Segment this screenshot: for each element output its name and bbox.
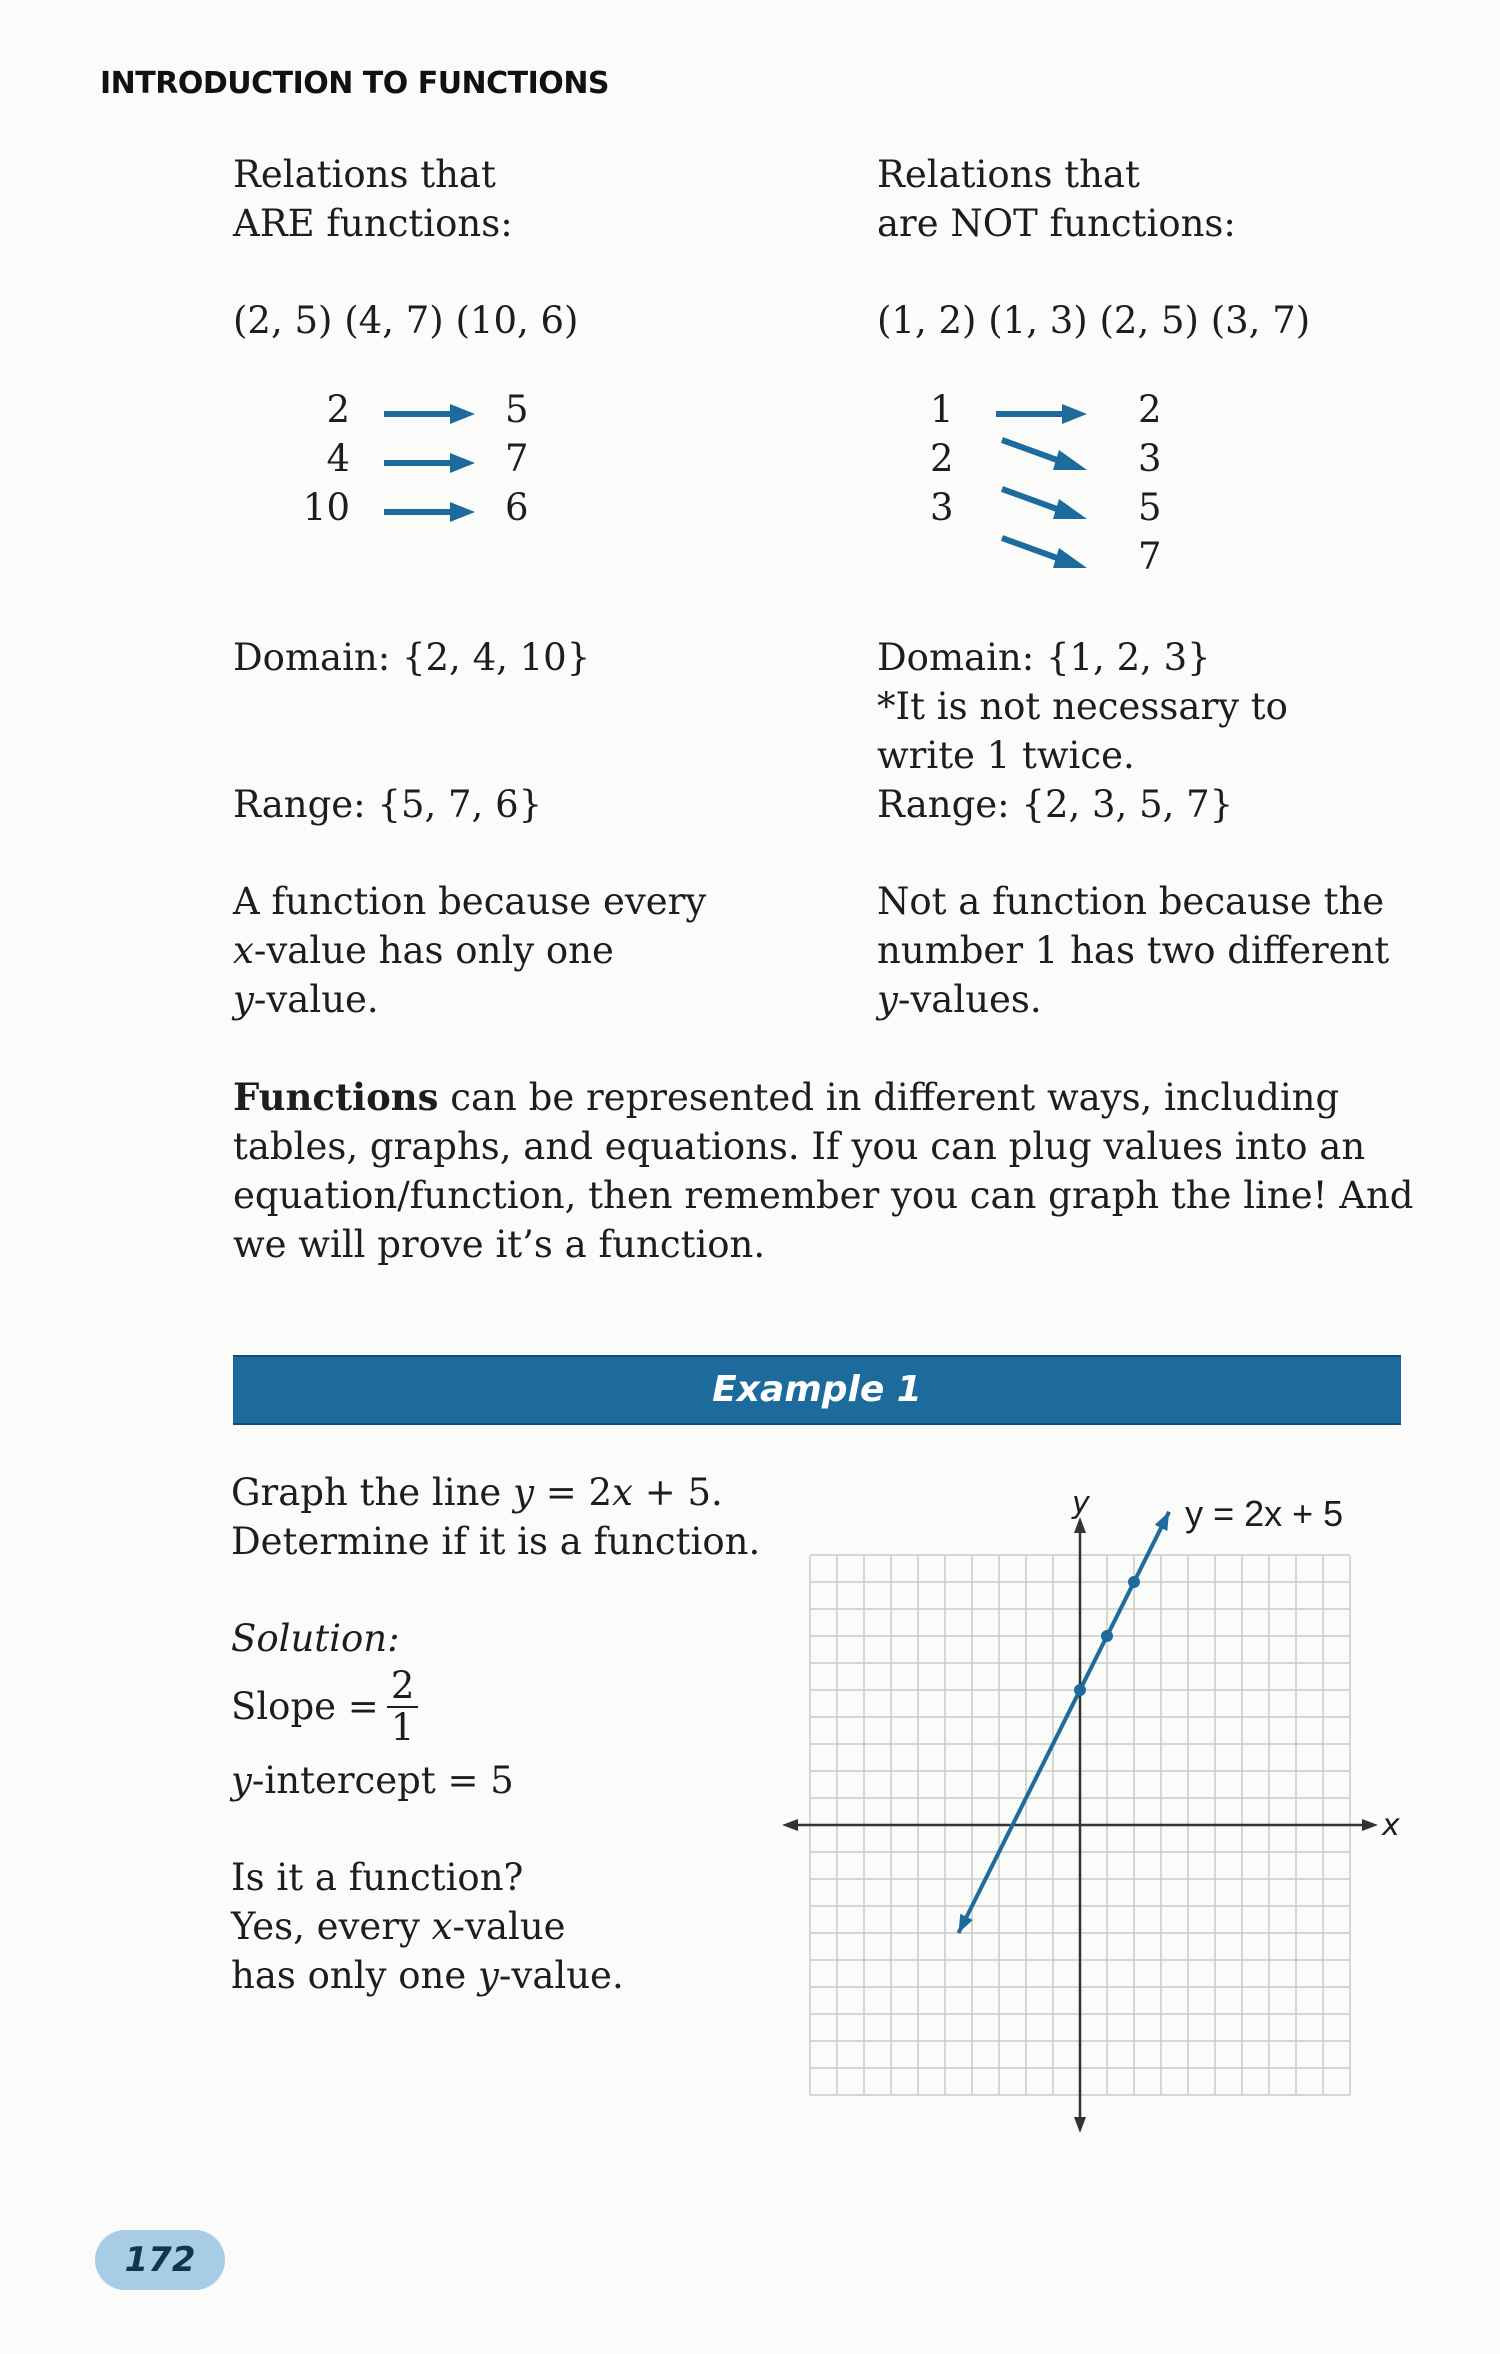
intercept-line: y-intercept = 5	[231, 1759, 514, 1802]
right-map-y-1: 3	[1138, 437, 1162, 480]
example-prompt	[231, 1468, 760, 1566]
left-heading	[233, 150, 513, 248]
right-pairs: (1, 2) (1, 3) (2, 5) (3, 7)	[877, 299, 1311, 342]
data-point	[1101, 1630, 1113, 1642]
y-axis-arrow-down	[1074, 2117, 1086, 2133]
page-number-badge: 172	[95, 2230, 225, 2290]
left-pairs: (2, 5) (4, 7) (10, 6)	[233, 299, 579, 342]
left-domain: Domain: {2, 4, 10}	[233, 636, 591, 679]
right-map-y-2: 5	[1138, 486, 1162, 529]
slope-numerator: 2	[387, 1666, 419, 1708]
right-explanation-line2: number 1 has two different	[877, 929, 1390, 972]
arrow-icon	[996, 404, 1087, 424]
answer-line1: Yes, every x-value	[231, 1905, 566, 1948]
left-explanation-line3: y-value.	[233, 978, 379, 1021]
example-prompt-line1: Graph the line y = 2x + 5.	[231, 1471, 723, 1514]
left-explanation-line2: x-value has only one	[233, 929, 614, 972]
arrow-icon	[1002, 440, 1087, 470]
right-map-x-2: 3	[930, 486, 954, 529]
data-point	[1128, 1576, 1140, 1588]
right-note-line2: write 1 twice.	[877, 734, 1135, 777]
right-map-y-0: 2	[1138, 388, 1162, 431]
left-explanation	[233, 877, 706, 1024]
paragraph-line2: tables, graphs, and equations. If you can plug values into an	[233, 1125, 1366, 1168]
example-title-bar: Example 1	[233, 1355, 1401, 1425]
left-explanation-line1: A function because every	[233, 880, 707, 923]
left-heading-line2: ARE functions:	[233, 202, 513, 245]
right-mapping-arrows	[990, 388, 1100, 588]
left-map-y-2: 6	[505, 486, 529, 529]
right-explanation-line1: Not a function because the	[877, 880, 1385, 923]
left-mapping-diagram	[300, 388, 540, 548]
arrow-icon	[1002, 489, 1087, 519]
arrow-icon	[384, 502, 475, 522]
right-note-line1: *It is not necessary to	[877, 685, 1288, 728]
right-explanation	[877, 877, 1389, 1024]
left-map-x-1: 4	[326, 437, 350, 480]
left-range: Range: {5, 7, 6}	[233, 783, 543, 826]
right-explanation-line3: y-values.	[877, 978, 1042, 1021]
function-answer	[231, 1853, 624, 2000]
left-heading-line1: Relations that	[233, 153, 496, 196]
right-heading-line2: are NOT functions:	[877, 202, 1236, 245]
answer-line2: has only one y-value.	[231, 1954, 624, 1997]
line-arrow-down-icon	[959, 1914, 973, 1933]
left-map-y-1: 7	[505, 437, 529, 480]
functions-paragraph	[233, 1073, 1413, 1269]
slope-label: Slope =	[231, 1685, 379, 1728]
data-point	[1074, 1684, 1086, 1696]
line-graph	[770, 1480, 1410, 2140]
slope-line	[231, 1666, 418, 1748]
page-header-title: INTRODUCTION TO FUNCTIONS	[100, 66, 610, 101]
right-range: Range: {2, 3, 5, 7}	[877, 783, 1234, 826]
graph-line-layer	[959, 1512, 1170, 1933]
x-axis-label: x	[1382, 1808, 1400, 1843]
paragraph-line1: Functions can be represented in different ways, including	[233, 1075, 1340, 1119]
paragraph-line3: equation/function, then remember you can graph the line! And	[233, 1174, 1414, 1217]
arrow-icon	[384, 404, 475, 424]
line-equation-label: y = 2x + 5	[1185, 1492, 1344, 1534]
slope-denominator: 1	[390, 1706, 415, 1749]
right-domain: Domain: {1, 2, 3}	[877, 636, 1211, 679]
right-map-y-3: 7	[1138, 535, 1162, 578]
left-map-y-0: 5	[505, 388, 529, 431]
slope-fraction	[387, 1666, 419, 1748]
right-map-x-1: 2	[930, 437, 954, 480]
left-map-x-2: 10	[302, 486, 350, 529]
left-mapping-arrows	[380, 388, 480, 548]
x-axis-arrow-left	[782, 1819, 798, 1831]
arrow-icon	[384, 453, 475, 473]
right-domain-block	[877, 633, 1288, 829]
right-map-x-0: 1	[930, 388, 954, 431]
arrow-icon	[1002, 538, 1087, 568]
example-prompt-line2: Determine if it is a function.	[231, 1520, 761, 1563]
line-arrow-up-icon	[1155, 1512, 1169, 1531]
function-line	[959, 1512, 1170, 1933]
right-heading	[877, 150, 1236, 248]
solution-label: Solution:	[231, 1617, 400, 1660]
question-line: Is it a function?	[231, 1856, 524, 1899]
left-map-x-0: 2	[326, 388, 350, 431]
right-mapping-diagram	[920, 388, 1170, 588]
right-heading-line1: Relations that	[877, 153, 1140, 196]
x-axis-arrow-right	[1362, 1819, 1378, 1831]
y-axis-label: y	[1072, 1486, 1090, 1521]
paragraph-line4: we will prove it’s a function.	[233, 1223, 766, 1266]
